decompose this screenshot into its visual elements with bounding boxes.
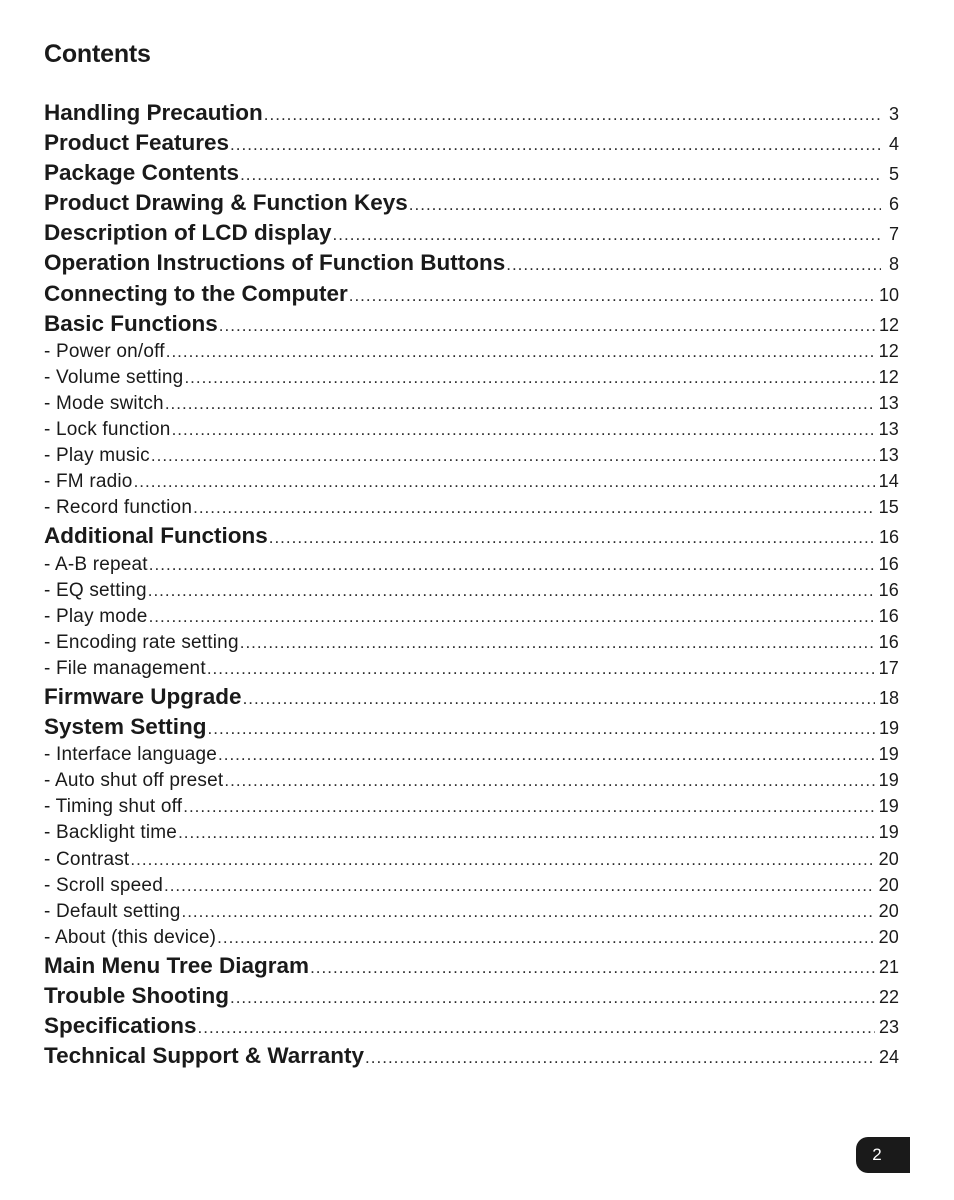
toc-subentry[interactable] [44,875,899,901]
toc-entry-label: - EQ setting [44,579,147,601]
toc-subentry[interactable] [44,927,899,953]
dot-leader [217,928,874,948]
toc-entry-label: - Power on/off [44,340,165,362]
dot-leader [365,1048,875,1068]
toc-entry-label: Product Drawing & Function Keys [44,190,408,216]
toc-entry-page: 18 [878,687,899,708]
toc-entry-label: Technical Support & Warranty [44,1043,365,1069]
toc-entry-page: 19 [878,718,899,739]
toc-subentry[interactable] [44,580,899,606]
toc-entry-page: 3 [888,104,899,124]
toc-entry[interactable] [44,220,899,250]
toc-subentry[interactable] [44,606,899,632]
toc-subentry[interactable] [44,554,899,580]
toc-entry-page: 19 [878,822,899,843]
toc-subentry[interactable] [44,822,899,848]
toc-entry-page: 16 [878,605,899,626]
toc-entry-label: - Auto shut off preset [44,770,224,792]
dot-leader [178,823,875,843]
toc-subentry[interactable] [44,471,899,497]
toc-entry-label: Description of LCD display [44,220,332,246]
dot-leader [240,165,881,185]
toc-entry[interactable] [44,523,899,553]
toc-entry-label: Additional Functions [44,523,268,549]
toc-subentry[interactable] [44,849,899,875]
dot-leader [184,368,874,388]
toc-subentry[interactable] [44,658,899,684]
dot-leader [130,850,874,870]
toc-entry-label: - Mode switch [44,392,164,414]
toc-entry-label: - Encoding rate setting [44,631,239,653]
toc-entry-page: 17 [878,657,899,678]
toc-entry-label: Firmware Upgrade [44,683,242,709]
dot-leader [207,659,875,679]
toc-entry-page: 16 [878,579,899,600]
toc-entry-label: Main Menu Tree Diagram [44,952,310,978]
toc-entry[interactable] [44,983,899,1013]
toc-entry-page: 12 [878,340,899,361]
toc-subentry[interactable] [44,744,899,770]
toc-entry-page: 13 [878,419,899,440]
toc-entry-page: 13 [878,392,899,413]
toc-entry-label: Handling Precaution [44,100,263,125]
toc-entry[interactable] [44,311,899,341]
page-number: 2 [872,1145,882,1164]
toc-entry[interactable] [44,160,899,190]
dot-leader [230,135,881,155]
toc-entry-page: 10 [878,284,899,305]
toc-entry-page: 4 [888,134,899,155]
dot-leader [151,446,875,466]
toc-entry-label: Connecting to the Computer [44,280,348,306]
dot-leader [269,528,875,548]
dot-leader [181,902,874,922]
dot-leader [149,607,875,627]
toc-entry-label: - Default setting [44,900,181,922]
toc-entry-page: 16 [878,553,899,574]
dot-leader [240,633,875,653]
toc-entry-label: - Play mode [44,605,148,627]
toc-entry-page: 15 [878,497,899,518]
toc-entry-label: - Play music [44,445,150,467]
toc-entry-label: - About (this device) [44,926,217,948]
toc-entry-label: Package Contents [44,160,240,186]
toc-entry-page: 22 [878,987,899,1007]
toc-entry-page: 13 [878,445,899,466]
dot-leader [198,1018,875,1038]
toc-entry-label: - A-B repeat [44,553,148,575]
toc-subentry[interactable] [44,497,899,523]
toc-entry[interactable] [44,190,899,220]
toc-entry-page: 8 [888,254,899,275]
dot-leader [230,988,875,1008]
toc-entry-label: - Lock function [44,419,171,441]
toc-subentry[interactable] [44,419,899,445]
toc-entry[interactable] [44,100,899,130]
toc-entry-page: 20 [878,926,899,947]
toc-entry-label: - Backlight time [44,822,178,844]
toc-entry-label: - Timing shut off [44,796,183,818]
toc-entry-label: - Volume setting [44,366,184,388]
dot-leader [506,255,881,275]
toc-entry[interactable] [44,953,899,983]
toc-entry-page: 16 [878,631,899,652]
toc-entry-label: System Setting [44,714,207,740]
dot-leader [219,316,875,336]
toc-entry-label: - Interface language [44,744,218,766]
toc-entry-label: Basic Functions [44,310,218,336]
page-number-badge [856,1137,910,1173]
toc-subentry[interactable] [44,367,899,393]
toc-subentry[interactable] [44,796,899,822]
toc-entry-page: 20 [878,900,899,921]
toc-entry-page: 12 [878,366,899,387]
toc-entry-page: 23 [878,1017,899,1038]
page-title: Contents [44,40,151,68]
toc-entry-label: Trouble Shooting [44,983,229,1008]
toc-entry-label: Operation Instructions of Function Buttons [44,250,506,276]
toc-entry[interactable] [44,684,899,714]
dot-leader [164,876,875,896]
dot-leader [165,394,875,414]
toc-entry-page: 20 [878,848,899,869]
dot-leader [243,689,875,709]
toc-entry[interactable] [44,714,899,744]
dot-leader [310,958,875,978]
toc-entry[interactable] [44,281,899,311]
dot-leader [149,555,875,575]
toc-entry-page: 6 [888,194,899,215]
toc-entry-label: - Scroll speed [44,874,163,896]
toc-entry[interactable] [44,1013,899,1043]
dot-leader [264,105,881,125]
toc-entry-page: 16 [878,527,899,548]
toc-entry-page: 20 [878,874,899,895]
toc-entry-page: 19 [878,770,899,791]
toc-entry-label: - FM radio [44,471,133,493]
dot-leader [333,225,881,245]
dot-leader [134,472,875,492]
table-of-contents [44,100,899,1073]
toc-entry-page: 21 [878,956,899,977]
toc-entry-page: 7 [888,224,899,245]
dot-leader [218,745,875,765]
toc-subentry[interactable] [44,341,899,367]
toc-entry-page: 14 [878,471,899,492]
toc-entry-label: Product Features [44,130,230,156]
toc-subentry[interactable] [44,445,899,471]
dot-leader [349,286,875,306]
toc-entry-label: - Contrast [44,848,130,870]
dot-leader [172,420,875,440]
toc-subentry[interactable] [44,393,899,419]
dot-leader [224,771,874,791]
toc-entry[interactable] [44,1043,899,1073]
toc-subentry[interactable] [44,901,899,927]
toc-entry-label: - Record function [44,497,193,519]
toc-entry-page: 19 [878,796,899,817]
toc-subentry[interactable] [44,770,899,796]
toc-subentry[interactable] [44,632,899,658]
dot-leader [208,719,875,739]
dot-leader [166,342,875,362]
toc-entry[interactable] [44,130,899,160]
toc-entry[interactable] [44,250,899,280]
dot-leader [193,498,874,518]
dot-leader [148,581,875,601]
toc-entry-page: 5 [888,164,899,185]
toc-entry-label: Specifications [44,1013,197,1039]
toc-entry-page: 19 [878,744,899,765]
dot-leader [409,195,881,215]
toc-entry-page: 12 [878,314,899,335]
toc-entry-label: - File management [44,657,206,679]
toc-entry-page: 24 [878,1047,899,1068]
dot-leader [183,797,874,817]
